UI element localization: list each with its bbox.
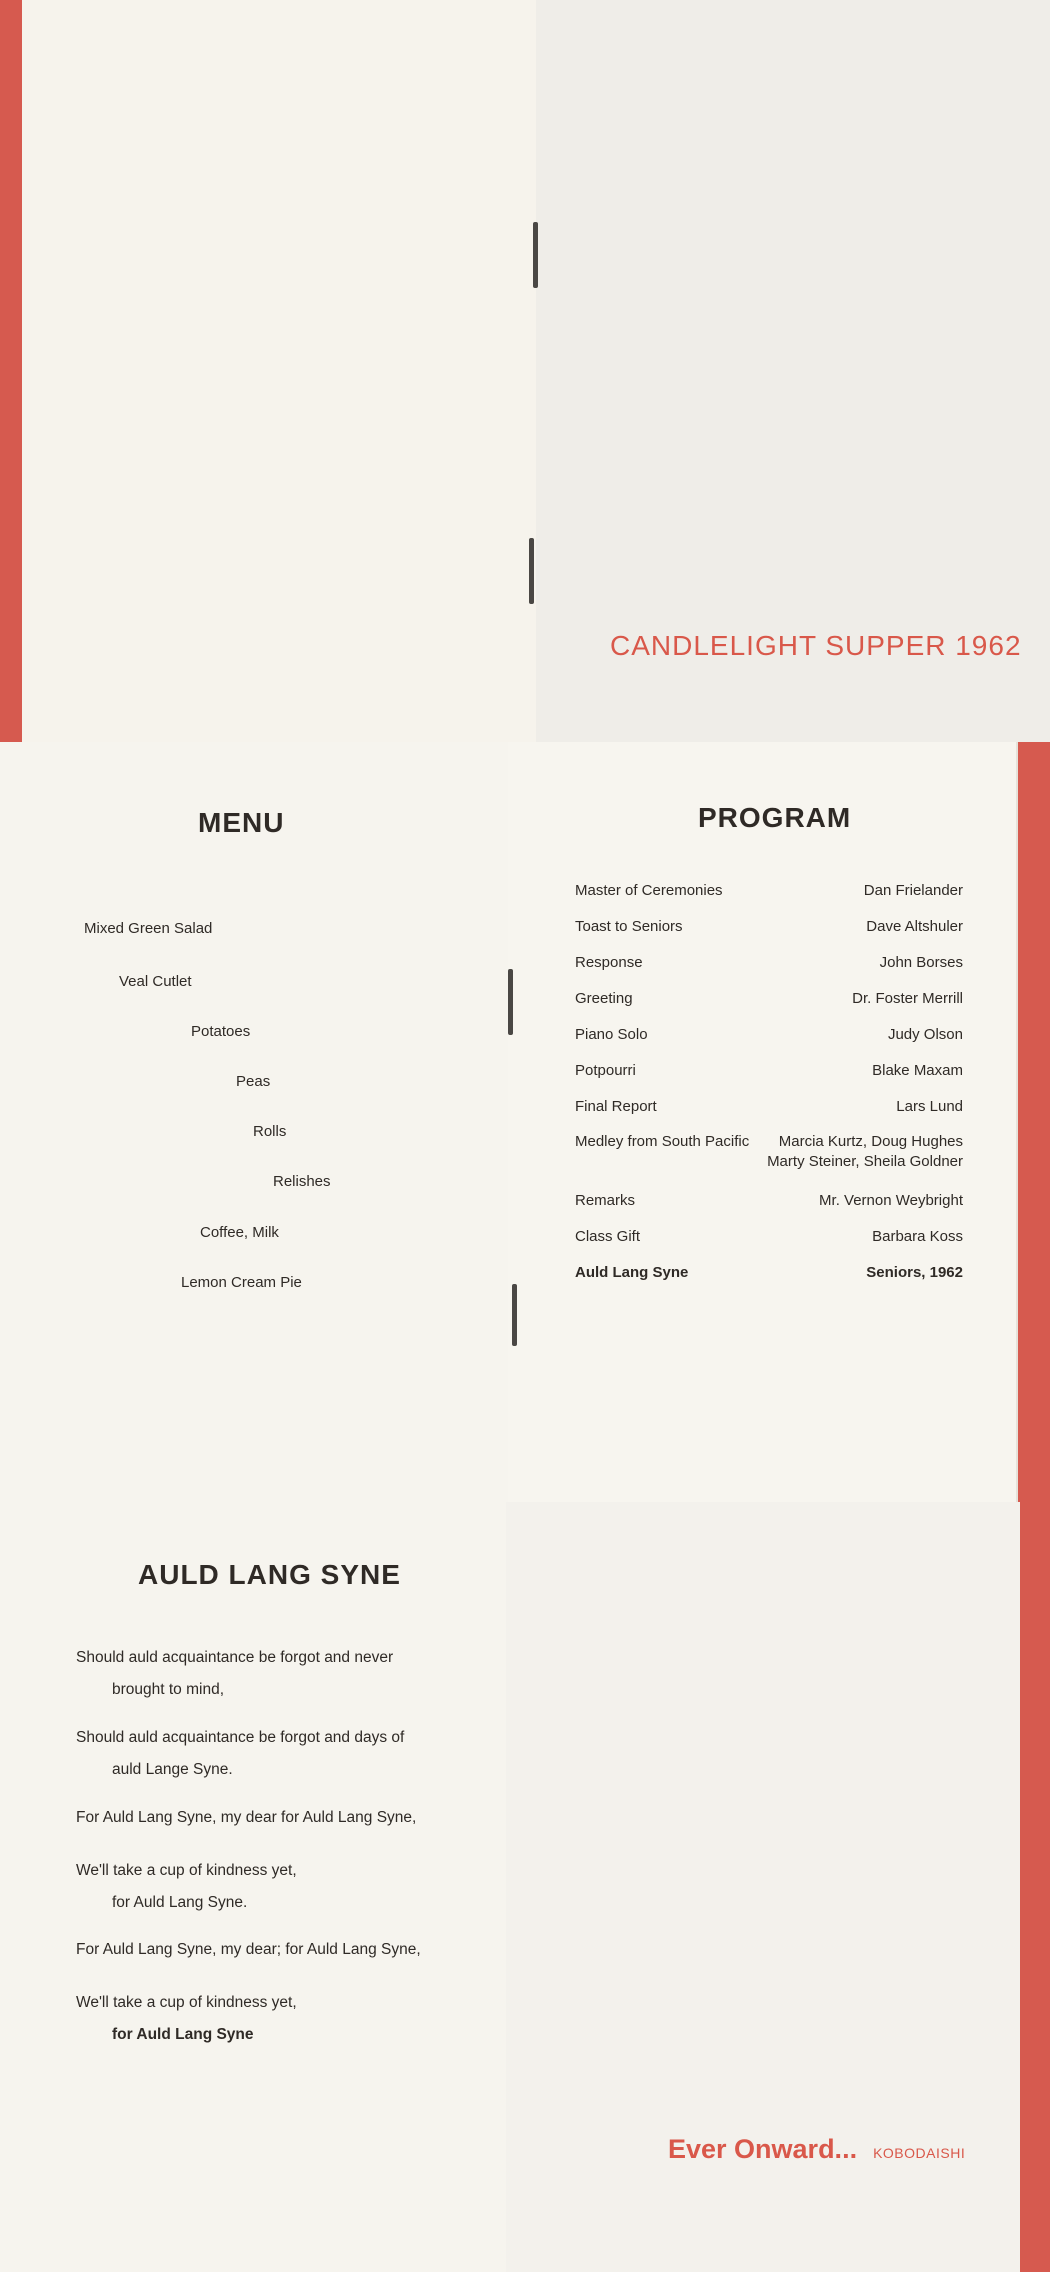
song-line: For Auld Lang Syne, my dear; for Auld Lang Syne,: [76, 1941, 421, 1958]
program-performer: Dave Altshuler: [866, 918, 963, 935]
song-verse: [76, 1802, 416, 1834]
song-line: Should auld acquaintance be forgot and days of: [76, 1729, 405, 1746]
song-verse: [76, 1855, 297, 1919]
program-performer: Marty Steiner, Sheila Goldner: [767, 1153, 963, 1170]
red-deckled-edge: [0, 0, 22, 742]
program-row: [575, 954, 963, 971]
program-row: [575, 1026, 963, 1043]
song-heading: AULD LANG SYNE: [138, 1559, 401, 1590]
menu-item: Relishes: [273, 1173, 331, 1190]
staple: [533, 222, 538, 288]
song-line: We'll take a cup of kindness yet,: [76, 1994, 297, 2011]
cover-spread: [0, 0, 1050, 742]
program-row: [575, 918, 963, 935]
song-verse: [76, 1934, 421, 1966]
staple: [512, 1284, 517, 1346]
program-performer: Blake Maxam: [872, 1062, 963, 1079]
menu-page: [0, 742, 508, 1502]
program-role: Potpourri: [575, 1062, 636, 1079]
song-line: for Auld Lang Syne.: [112, 1894, 248, 1911]
motto-text: Ever Onward...: [668, 2134, 858, 2164]
red-deckled-edge: [1018, 742, 1050, 1502]
program-heading: PROGRAM: [698, 802, 852, 833]
program-row: [575, 1192, 963, 1209]
menu-item: Rolls: [253, 1123, 287, 1140]
program-performer: Barbara Koss: [872, 1228, 963, 1245]
program-medley: [575, 1132, 963, 1172]
menu-program-spread: [0, 742, 1050, 1502]
menu-item: Veal Cutlet: [119, 973, 192, 990]
song-line: auld Lange Syne.: [112, 1761, 233, 1778]
red-deckled-edge: [1020, 1502, 1050, 2272]
menu-heading: MENU: [198, 807, 285, 838]
song-verse: [76, 1987, 297, 2051]
cover-left-page: [0, 0, 536, 742]
cover-title: CANDLELIGHT SUPPER 1962: [610, 630, 1022, 661]
staple: [508, 969, 513, 1035]
program-page: [508, 742, 1016, 1502]
motto-name: KOBODAISHI: [873, 2145, 966, 2161]
program-performer: Seniors, 1962: [866, 1264, 963, 1281]
song-verse: [76, 1642, 393, 1706]
program-performer: Judy Olson: [887, 1026, 963, 1043]
menu-item: Mixed Green Salad: [84, 920, 213, 937]
program-role: Piano Solo: [575, 1026, 648, 1043]
song-verse: [76, 1722, 404, 1786]
program-row: [575, 882, 963, 899]
program-role: Response: [575, 954, 643, 971]
menu-item: Lemon Cream Pie: [181, 1274, 302, 1291]
program-row: [575, 1228, 963, 1245]
song-line: for Auld Lang Syne: [112, 2026, 254, 2043]
program-performer: Mr. Vernon Weybright: [819, 1192, 963, 1209]
menu-item: Peas: [236, 1073, 271, 1090]
program-role: Final Report: [575, 1098, 657, 1115]
program-role: Toast to Seniors: [575, 918, 683, 935]
program-role: Greeting: [575, 990, 633, 1007]
program-role: Master of Ceremonies: [575, 882, 723, 899]
song-line: For Auld Lang Syne, my dear for Auld Lang Syne,: [76, 1809, 417, 1826]
staple: [529, 538, 534, 604]
program-role: Class Gift: [575, 1228, 641, 1245]
song-line: brought to mind,: [112, 1681, 225, 1698]
menu-item: Coffee, Milk: [200, 1224, 279, 1241]
program-performer: Lars Lund: [896, 1098, 963, 1115]
program-row: [575, 990, 963, 1007]
program-row: [575, 1098, 963, 1115]
program-row: [575, 1062, 963, 1079]
program-performer: Marcia Kurtz, Doug Hughes: [778, 1133, 963, 1150]
menu-item: Potatoes: [191, 1023, 251, 1040]
program-role: Medley from South Pacific: [575, 1133, 750, 1150]
program-role: Remarks: [575, 1192, 636, 1209]
program-performer: Dan Frielander: [863, 882, 963, 899]
program-performer: John Borses: [879, 954, 963, 971]
program-row: [575, 1264, 963, 1281]
program-role: Auld Lang Syne: [575, 1264, 689, 1281]
song-line: Should auld acquaintance be forgot and never: [76, 1649, 394, 1666]
program-performer: Dr. Foster Merrill: [852, 990, 963, 1007]
closing-motto: [668, 2134, 965, 2165]
song-line: We'll take a cup of kindness yet,: [76, 1862, 297, 1879]
